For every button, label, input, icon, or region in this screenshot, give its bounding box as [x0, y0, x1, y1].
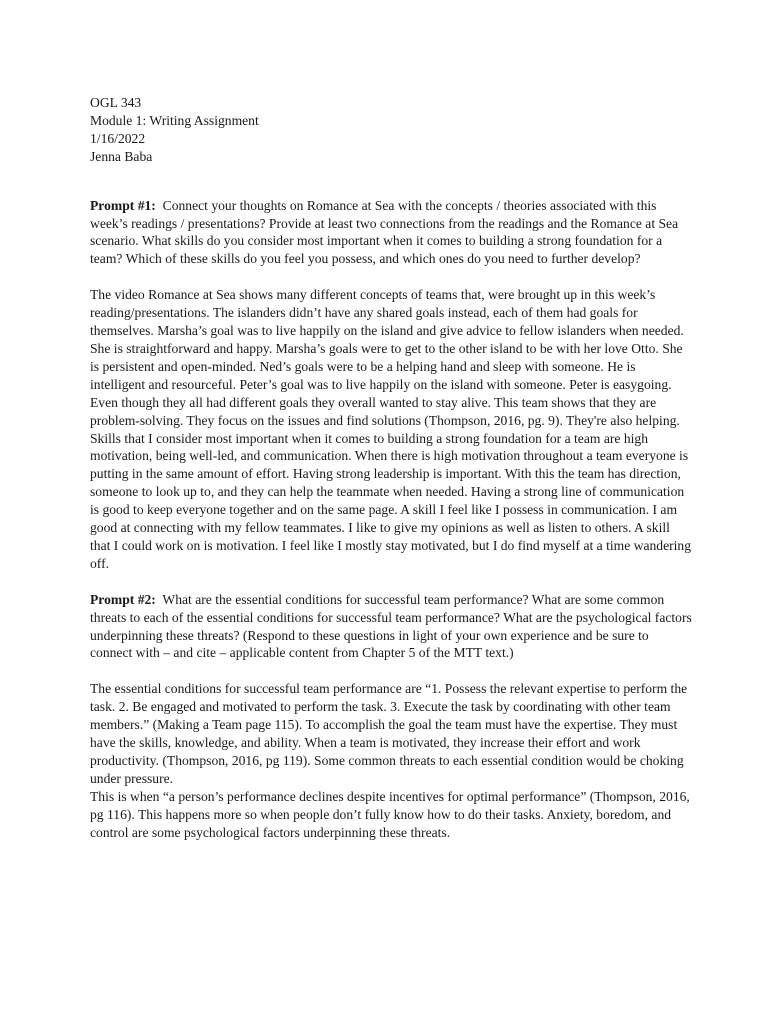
response-1-paragraph-1: The video Romance at Sea shows many different concepts of teams that, were brought up in this week’s reading/presentations. The islanders didn’t have any shared goals instead, each of them had goals for themselves. Marsha’s goal was to live happily on the island and give advice to fellow islanders when needed. She is straightforward and happy. Marsha’s goals were to get to the other island to be with her love Otto. She is persistent and open-minded. Ned’s goals were to be a helping hand and sleep with someone. He is intelligent and resourceful. Peter’s goal was to live happily on the island with someone. Peter is easygoing. Even though they all had different goals they overall wanted to stay alive. This team shows that they are problem-solving. They focus on the issues and find solutions (Thompson, 2016, pg. 9). They're also helping.: [90, 287, 684, 428]
spacer: [90, 573, 692, 591]
prompt-2: [90, 591, 692, 663]
prompt-2-text: What are the essential conditions for successful team performance? What are some common threats to each of the essential conditions for successful team performance? What are the psychological factors underpinning these threats? (Respond to these questions in light of your own experience and be sure to connect with – and cite – applicable content from Chapter 5 of the MTT text.): [90, 591, 692, 661]
document-header: [90, 94, 692, 166]
spacer: [90, 268, 692, 286]
spacer: [90, 662, 692, 680]
prompt-2-label: Prompt #2:: [90, 591, 156, 607]
assignment-title: Module 1: Writing Assignment: [90, 112, 259, 128]
course-code: OGL 343: [90, 95, 142, 110]
response-1-paragraph-2: Skills that I consider most important when it comes to building a strong foundation for a team are high motivation, being well-led, and communication. When there is high motivation throughout a team everyone is putting in the same amount of effort. Having strong leadership is important. With this the team has direction, someone to look up to, and they can help the teammate when needed. Having a strong line of communication is good to keep everyone together and on the same page. A skill I feel like I possess in communication. I am good at connecting with my fellow teammates. I like to give my opinions as well as listen to others. A skill that I could work on is motivation. I feel like I mostly stay motivated, but I do find myself at a time wandering off.: [90, 430, 692, 571]
spacer: [90, 166, 692, 197]
response-2-paragraph-2: This is when “a person’s performance declines despite incentives for optimal performance” (Thompson, 2016, pg 116). This happens more so when people don’t fully know how to do their tasks. Anxiety, boredom, and control are some psychological factors underpinning these threats.: [90, 788, 690, 840]
prompt-1-label: Prompt #1:: [90, 197, 156, 213]
author-name: Jenna Baba: [90, 148, 153, 164]
prompt-1: [90, 197, 692, 269]
response-2-paragraph-1: The essential conditions for successful team performance are “1. Possess the relevant expertise to perform the task. 2. Be engaged and motivated to perform the task. 3. Execute the task by coordinating with other team members.” (Making a Team page 115). To accomplish the goal the team must have the expertise. They must have the skills, knowledge, and ability. When a team is motivated, they increase their effort and work productivity. (Thompson, 2016, pg 119). Some common threats to each essential condition would be choking under pressure.: [90, 681, 688, 786]
prompt-1-text: Connect your thoughts on Romance at Sea with the concepts / theories associated with this week’s readings / presentations? Provide at least two connections from the readings and the Romance at Sea scenario. What skills do you consider most important when it comes to building a strong foundation for a team? Which of these skills do you feel you possess, and which ones do you need to further develop?: [90, 197, 679, 267]
assignment-date: 1/16/2022: [90, 130, 146, 146]
